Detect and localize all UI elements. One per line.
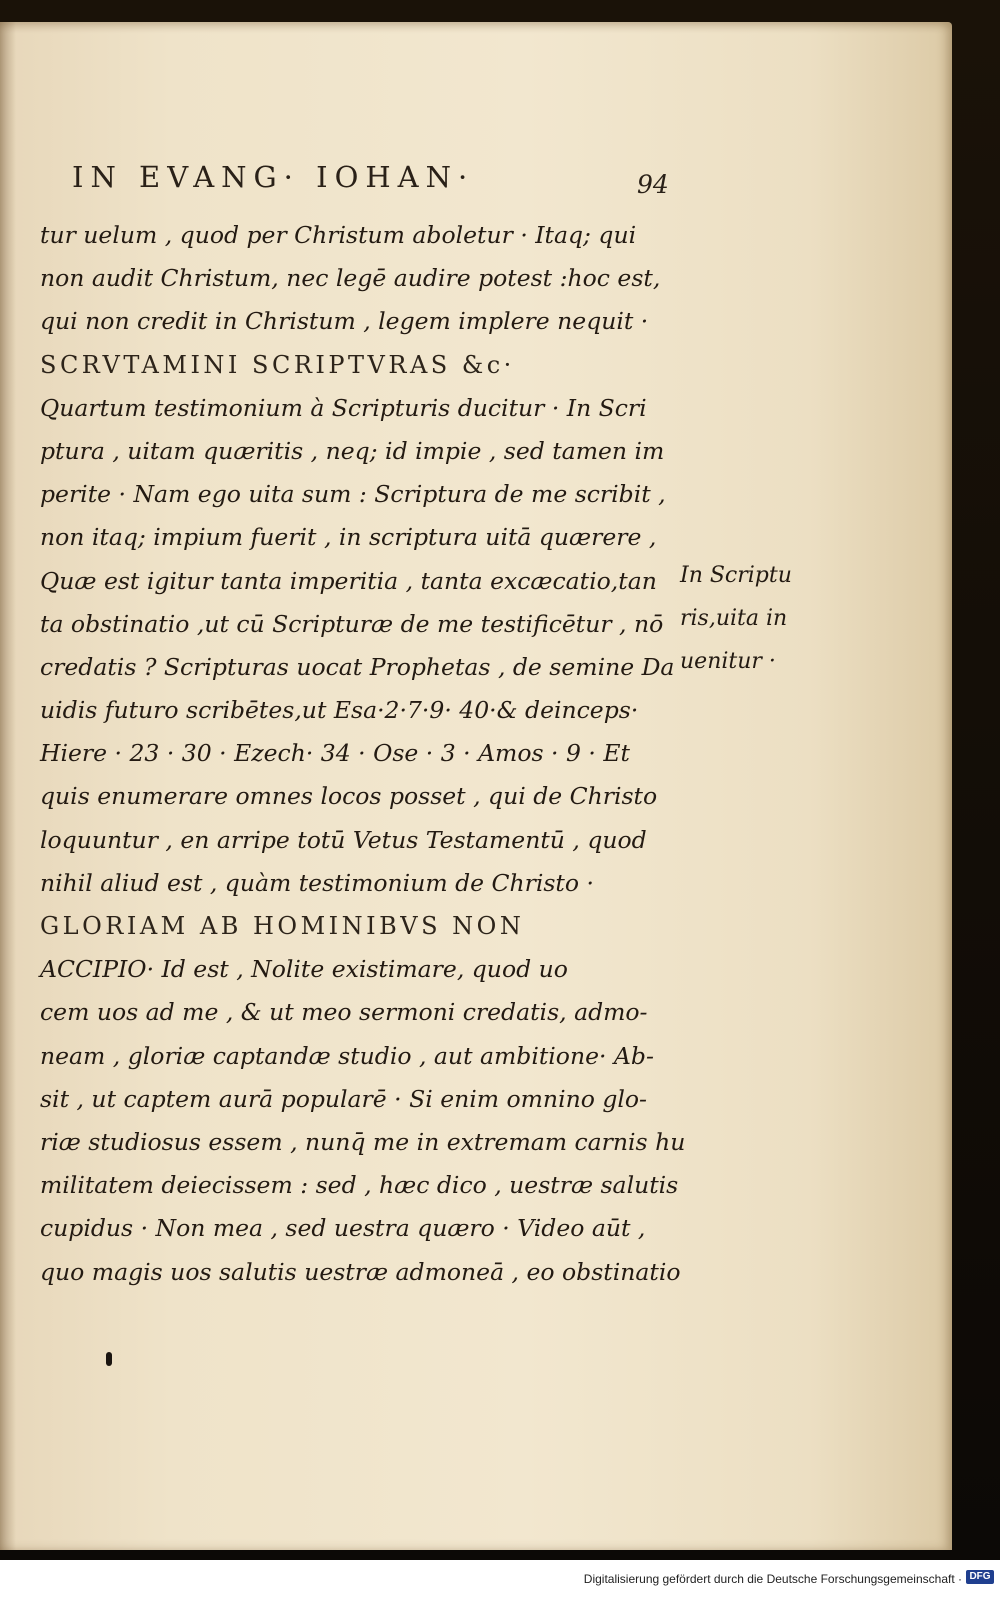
section-lemma: GLORIAM AB HOMINIBVS NON [40, 912, 525, 940]
marginal-note-line: In Scriptu [680, 563, 792, 588]
text-line: riæ studiosus essem , nunq̄ me in extremam carnis hu [40, 1127, 686, 1156]
text-line: non audit Christum, nec legē audire potest :hoc est, [40, 264, 661, 293]
text-line: cem uos ad me , & ut meo sermoni credatis, admo- [40, 998, 648, 1027]
footer-bar [0, 1560, 1000, 1602]
ink-mark [106, 1352, 112, 1366]
running-head: IN EVANG· IOHAN· [72, 160, 475, 194]
marginal-note-line: ris,uita in [680, 606, 788, 632]
main-text-column [40, 214, 686, 1294]
text-line: sit , ut captem aurā popularē · Si enim omnino glo- [40, 1084, 647, 1113]
text-line: ptura , uitam quæritis , neq; id impie , sed tamen im [40, 436, 665, 465]
text-line: credatis ? Scripturas uocat Prophetas , de semine Da [40, 652, 675, 681]
text-line: nihil aliud est , quàm testimonium de Christo · [40, 868, 594, 897]
dfg-logo: DFG [966, 1570, 994, 1584]
text-line: cupidus · Non mea , sed uestra quæro · Video aūt , [40, 1214, 646, 1243]
page-number: 94 [637, 170, 669, 199]
text-line: perite · Nam ego uita sum : Scriptura de me scribit , [40, 480, 666, 509]
marginal-note-line: uenitur · [680, 649, 776, 675]
text-line: neam , gloriæ captandæ studio , aut ambitione· Ab- [40, 1041, 654, 1070]
funding-credit: Digitalisierung gefördert durch die Deutsche Forschungsgemeinschaft · [583, 1572, 962, 1586]
book-page [0, 22, 952, 1550]
text-line: ta obstinatio ,ut cū Scripturæ de me testificētur , nō [40, 609, 664, 638]
section-lemma: SCRVTAMINI SCRIPTVRAS &c· [40, 350, 515, 379]
text-line: non itaq; impium fuerit , in scriptura uitā quærere , [40, 523, 657, 552]
marginal-note [680, 554, 840, 684]
text-line: quis enumerare omnes locos posset , qui de Christo [40, 782, 658, 811]
text-line: uidis futuro scribētes,ut Esa·2·7·9· 40·& deinceps· [40, 696, 639, 725]
text-line: ACCIPIO· Id est , Nolite existimare, quod uo [40, 955, 568, 984]
text-line: quo magis uos salutis uestræ admoneā , eo obstinatio [40, 1257, 681, 1286]
text-line: Quæ est igitur tanta imperitia , tanta excæcatio,tan [40, 566, 657, 595]
text-line: tur uelum , quod per Christum aboletur · Itaq; qui [40, 221, 637, 249]
text-line: militatem deiecissem : sed , hæc dico , uestræ salutis [40, 1171, 679, 1200]
text-line: Hiere · 23 · 30 · Ezech· 34 · Ose · 3 · Amos · 9 · Et [40, 739, 630, 768]
text-line: Quartum testimonium à Scripturis ducitur · In Scri [40, 393, 647, 422]
text-line: loquuntur , en arripe totū Vetus Testamentū , quod [40, 825, 647, 854]
text-line: qui non credit in Christum , legem implere nequit · [40, 307, 649, 336]
